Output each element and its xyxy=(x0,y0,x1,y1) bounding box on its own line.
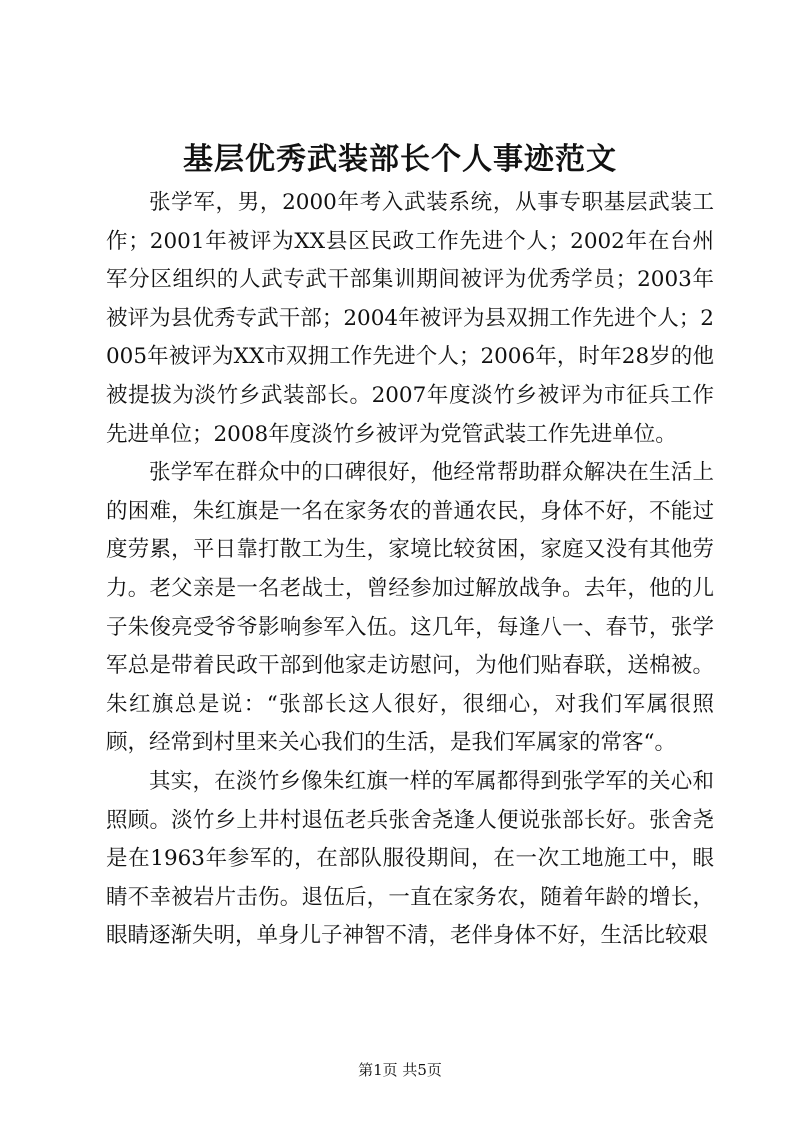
paragraph-2: 张学军在群众中的口碑很好，他经常帮助群众解决在生活上的困难，朱红旗是一名在家务农的普通农民，身体不好，不能过度劳累，平日靠打散工为生，家境比较贫困，家庭又没有其他劳力。老父亲是一名老战士，曾经参加过解放战争。去年，他的儿子朱俊亮受爷爷影响参军入伍。这几年，每逢八一、春节，张学军总是带着民政干部到他家走访慰问，为他们贴春联，送棉被。朱红旗总是说：“张部长这人很好，很细心，对我们军属很照顾，经常到村里来关心我们的生活，是我们军属家的常客“。 xyxy=(106,460,714,756)
document-title: 基层优秀武装部长个人事迹范文 xyxy=(183,142,617,177)
page-footer: 第1页 共5页 xyxy=(358,1061,442,1079)
document-body xyxy=(106,184,714,956)
paragraph-1: 张学军，男，2000年考入武装系统，从事专职基层武装工作；2001年被评为XX县区民政工作先进个人；2002年在台州军分区组织的人武专武干部集训期间被评为优秀学员；2003年被评为县优秀专武干部；2004年被评为县双拥工作先进个人；2005年被评为XX市双拥工作先进个人；2006年，时年28岁的他被提拔为淡竹乡武装部长。2007年度淡竹乡被评为市征兵工作先进单位；2008年度淡竹乡被评为党管武装工作先进单位。 xyxy=(106,190,714,447)
paragraph-3: 其实，在淡竹乡像朱红旗一样的军属都得到张学军的关心和照顾。淡竹乡上井村退伍老兵张舍尧逢人便说张部长好。张舍尧是在1963年参军的，在部队服役期间，在一次工地施工中，眼睛不幸被岩片击伤。退伍后，一直在家务农，随着年龄的增长，眼睛逐渐失明，单身儿子神智不清，老伴身体不好，生活比较艰 xyxy=(106,768,714,949)
